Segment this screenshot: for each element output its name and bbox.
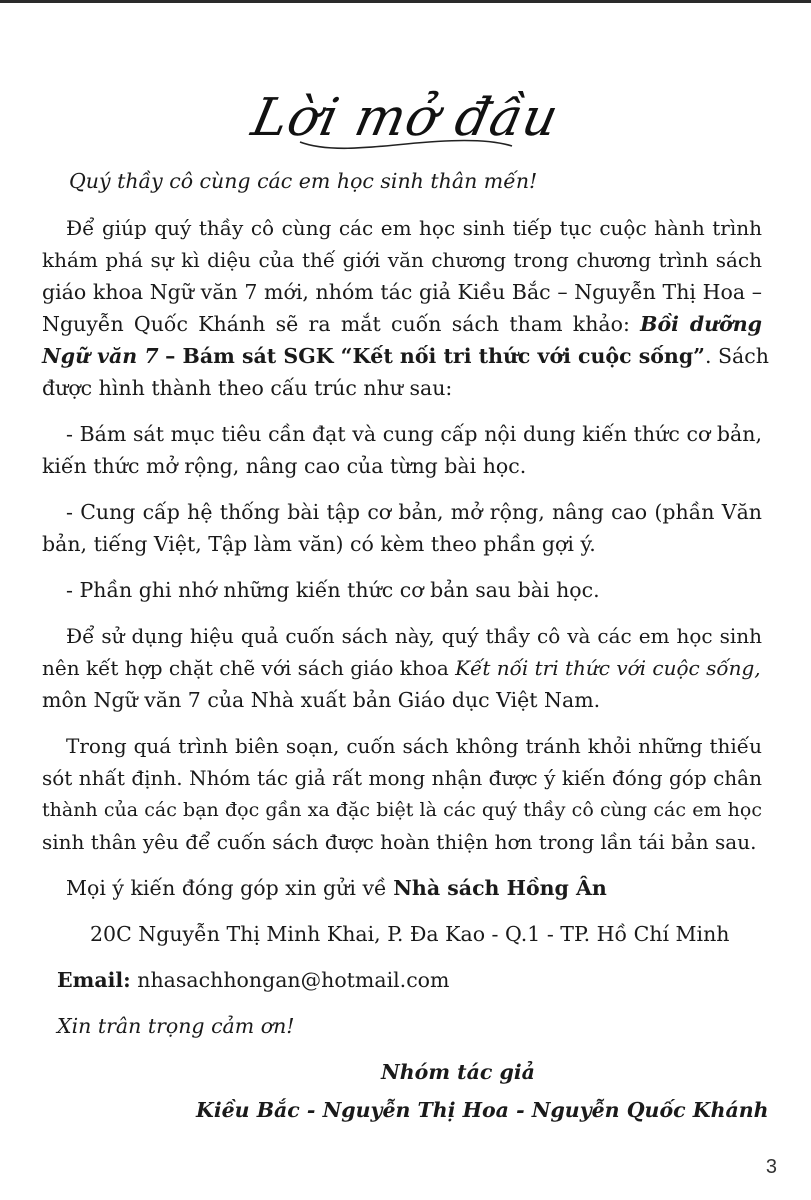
contact-address: 20C Nguyễn Thị Minh Khai, P. Đa Kao - Q.1 - TP. Hồ Chí Minh [90,922,730,946]
bullet-1-line-1: - Bám sát mục tiêu cần đạt và cung cấp nội dung kiến thức cơ bản, [66,422,762,446]
publisher-name: Nhà sách Hồng Ân [393,876,607,900]
thanks-line: Xin trân trọng cảm ơn! [57,1014,295,1038]
signature-group: Nhóm tác giả [381,1060,535,1084]
signature-authors: Kiều Bắc - Nguyễn Thị Hoa - Nguyễn Quốc Khánh [196,1098,769,1122]
bullet-2-line-2: bản, tiếng Việt, Tập làm văn) có kèm theo phần gợi ý. [42,532,596,556]
bullet-2-line-1: - Cung cấp hệ thống bài tập cơ bản, mở rộng, nâng cao (phần Văn [66,500,762,524]
title-flourish-ornament [296,118,516,152]
greeting: Quý thầy cô cùng các em học sinh thân mến! [69,169,538,193]
usage-line-2: nên kết hợp chặt chẽ với sách giáo khoa Kết nối tri thức với cuộc sống, [42,656,761,680]
page-number: 3 [765,1156,777,1178]
page-title: Lời mở đầu [246,88,565,148]
bullet-3-line-1: - Phần ghi nhớ những kiến thức cơ bản sau bài học. [66,578,600,602]
compile-line-1: Trong quá trình biên soạn, cuốn sách không tránh khỏi những thiếu [66,734,762,758]
usage-line-1: Để sử dụng hiệu quả cuốn sách này, quý thầy cô và các em học sinh [66,624,762,648]
bullet-1-line-2: kiến thức mở rộng, nâng cao của từng bài học. [42,454,527,478]
email-address: nhasachhongan@hotmail.com [137,968,450,992]
intro-line-2: khám phá sự kì diệu của thế giới văn chương trong chương trình sách [42,248,762,272]
compile-line-2: sót nhất định. Nhóm tác giả rất mong nhận được ý kiến đóng góp chân [42,766,762,790]
compile-line-3: thành của các bạn đọc gần xa đặc biệt là các quý thầy cô cùng các em học [42,799,762,821]
intro-line-6: được hình thành theo cấu trúc như sau: [42,376,453,400]
intro-line-5: Ngữ văn 7 – Bám sát SGK “Kết nối tri thức với cuộc sống”. Sách [42,344,769,368]
contact-lead: Mọi ý kiến đóng góp xin gửi về Nhà sách Hồng Ân [66,876,607,900]
contact-email: Email: nhasachhongan@hotmail.com [57,968,450,992]
usage-line-3: môn Ngữ văn 7 của Nhà xuất bản Giáo dục Việt Nam. [42,688,601,712]
intro-line-4: Nguyễn Quốc Khánh sẽ ra mắt cuốn sách tham khảo: Bồi dưỡng [42,312,762,336]
compile-line-4: sinh thân yêu để cuốn sách được hoàn thiện hơn trong lần tái bản sau. [42,830,757,854]
intro-line-1: Để giúp quý thầy cô cùng các em học sinh tiếp tục cuộc hành trình [66,216,762,240]
intro-line-3: giáo khoa Ngữ văn 7 mới, nhóm tác giả Kiều Bắc – Nguyễn Thị Hoa – [42,280,762,304]
